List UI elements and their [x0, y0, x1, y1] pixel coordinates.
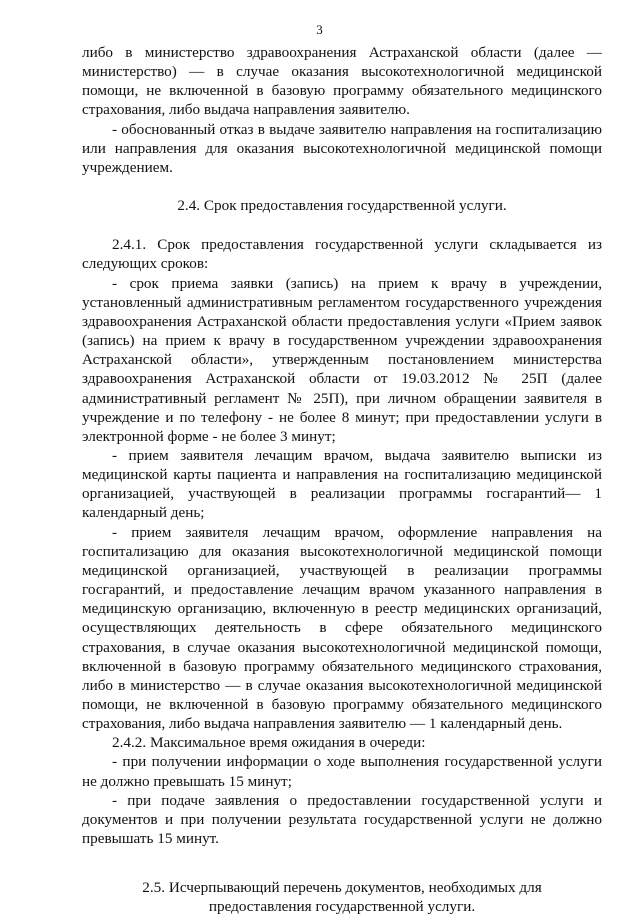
section-heading-2-5-line2: предоставления государственной услуги.: [208, 898, 476, 916]
paragraph-wait-info: - при получении информации о ходе выполнения государственной услуги не должно превышать 15 минут;: [82, 753, 602, 790]
document-body: [82, 43, 602, 917]
paragraph-wait-application: - при подаче заявления о предоставлении государственной услуги и документов и при получении результата государственной услуги не должно превышать 15 минут.: [82, 791, 602, 848]
paragraph-high-tech-referral-term: - прием заявителя лечащим врачом, оформление направления на госпитализацию для оказания высокотехнологичной медицинской помощи медицинской организацией, участвующей в реализации программы госгарантий, и предоставление лечащим врачом указанного направления в медицинскую организацию, включенную в реестр медицинских организаций, осуществляющих деятельность в сфере обязательного медицинского страхования, в случае оказания высокотехнологичной медицинской помощи, включенной в базовую программу обязательного медицинского страхования, либо в министерство — в случае оказания высокотехнологичной медицинской помощи, не включенной в базовую программу обязательного медицинского страхования, либо выдача направления заявителю — 1 календарный день.: [82, 523, 602, 733]
paragraph-2-4-2: 2.4.2. Максимальное время ожидания в очереди:: [112, 734, 426, 752]
paragraph-refusal: - обоснованный отказ в выдаче заявителю направления на госпитализацию или направления для оказания высокотехнологичной медицинской помощи учреждением.: [82, 120, 602, 176]
section-heading-2-4: 2.4. Срок предоставления государственной услуги.: [177, 197, 507, 215]
page-number: 3: [316, 22, 323, 37]
paragraph-ministry-continuation: либо в министерство здравоохранения Астраханской области (далее — министерство) — в случае оказания высокотехнологичной медицинской помощи, не включенной в базовую программу обязательного медицинского страхования, либо выдача направления заявителю.: [82, 44, 602, 119]
paragraph-referral-term: - прием заявителя лечащим врачом, выдача заявителю выписки из медицинской карты пациента и направления на госпитализацию медицинской организацией, участвующей в реализации программы госгарантий— 1 календарный день;: [82, 446, 602, 522]
section-heading-2-5-line1: 2.5. Исчерпывающий перечень документов, необходимых для: [142, 879, 542, 897]
paragraph-appointment-term: - срок приема заявки (запись) на прием к врачу в учреждении, установленный административным регламентом государственного учреждения здравоохранения Астраханской области предоставления услуги «Прием заявок (запись) на прием к врачу в государственном учреждении здравоохранения Астраханской области», утвержденным постановлением министерства здравоохранения Астраханской области от 19.03.2012 № 25П (далее административный регламент № 25П), при личном обращении заявителя в учреждение и по телефону - не более 8 минут; при предоставлении услуги в электронной форме - не более 3 минут;: [82, 274, 602, 445]
paragraph-2-4-1: 2.4.1. Срок предоставления государственной услуги складывается из следующих сроков:: [82, 236, 602, 273]
